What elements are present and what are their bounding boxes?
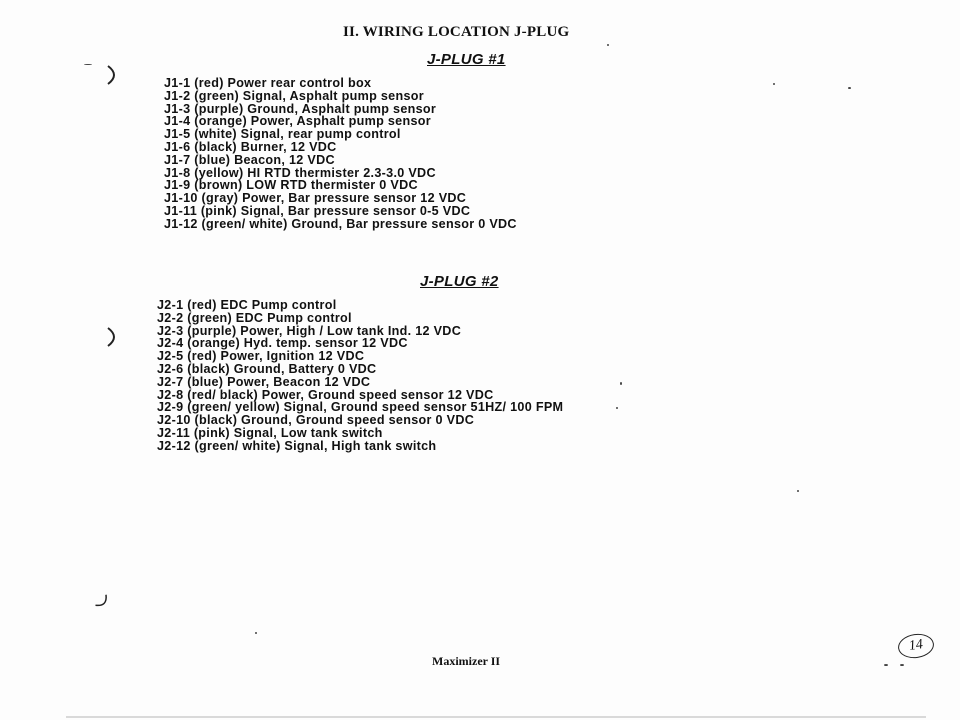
binder-hole-icon — [104, 64, 122, 86]
binder-hole-icon — [94, 589, 112, 611]
list-item: J1-3 (purple) Ground, Asphalt pump sensor — [164, 101, 437, 116]
list-item: J1-10 (gray) Power, Bar pressure sensor 12 VDC — [164, 191, 467, 206]
list-item: J2-12 (green/ white) Signal, High tank switch — [157, 438, 437, 453]
list-item: J2-8 (red/ black) Power, Ground speed sensor 12 VDC — [157, 387, 494, 402]
scan-speck — [255, 632, 257, 634]
scan-speck — [797, 490, 799, 492]
list-item: J1-8 (yellow) HI RTD thermister 2.3-3.0 VDC — [164, 165, 436, 180]
list-item: J2-7 (blue) Power, Beacon 12 VDC — [157, 374, 371, 389]
section-heading-j-plug-2: J-PLUG #2 — [420, 273, 499, 290]
scan-speck — [607, 44, 609, 46]
list-item: J2-9 (green/ yellow) Signal, Ground speed sensor 51HZ/ 100 FPM — [157, 400, 564, 415]
scan-speck — [848, 87, 851, 89]
wiring-list-j-plug-1 — [164, 77, 517, 231]
list-item: J2-4 (orange) Hyd. temp. sensor 12 VDC — [157, 336, 408, 351]
list-item: J1-9 (brown) LOW RTD thermister 0 VDC — [164, 178, 418, 193]
scan-speck — [900, 664, 904, 666]
list-item: J1-12 (green/ white) Ground, Bar pressure sensor 0 VDC — [164, 216, 517, 231]
list-item: J2-2 (green) EDC Pump control — [157, 310, 352, 325]
scan-edge-line — [66, 716, 926, 718]
list-item: J1-11 (pink) Signal, Bar pressure sensor 0-5 VDC — [164, 203, 471, 218]
list-item: J1-1 (red) Power rear control box — [164, 76, 372, 90]
footer-model-name: Maximizer II — [432, 654, 501, 668]
list-item: J2-6 (black) Ground, Battery 0 VDC — [157, 361, 377, 376]
document-title: II. WIRING LOCATION J-PLUG — [343, 24, 570, 40]
scan-speck — [884, 664, 888, 666]
scan-speck — [84, 64, 92, 65]
wiring-list-j-plug-2 — [157, 299, 563, 453]
list-item: J2-3 (purple) Power, High / Low tank Ind. 12 VDC — [157, 323, 462, 338]
list-item: J1-2 (green) Signal, Asphalt pump sensor — [164, 88, 424, 103]
binder-hole-icon — [104, 326, 122, 348]
list-item: J1-6 (black) Burner, 12 VDC — [164, 139, 337, 154]
list-item: J2-1 (red) EDC Pump control — [157, 298, 337, 312]
list-item: J1-4 (orange) Power, Asphalt pump sensor — [164, 114, 431, 129]
scan-speck — [620, 382, 622, 385]
page-number-circle: 14 — [897, 632, 936, 661]
list-item: J2-11 (pink) Signal, Low tank switch — [157, 425, 383, 440]
list-item: J2-10 (black) Ground, Ground speed sensor 0 VDC — [157, 413, 475, 428]
list-item: J1-7 (blue) Beacon, 12 VDC — [164, 152, 335, 167]
scan-speck — [773, 83, 775, 85]
list-item: J2-5 (red) Power, Ignition 12 VDC — [157, 349, 365, 364]
list-item: J1-5 (white) Signal, rear pump control — [164, 127, 401, 142]
scan-speck — [616, 407, 618, 409]
section-heading-j-plug-1: J-PLUG #1 — [427, 51, 506, 68]
